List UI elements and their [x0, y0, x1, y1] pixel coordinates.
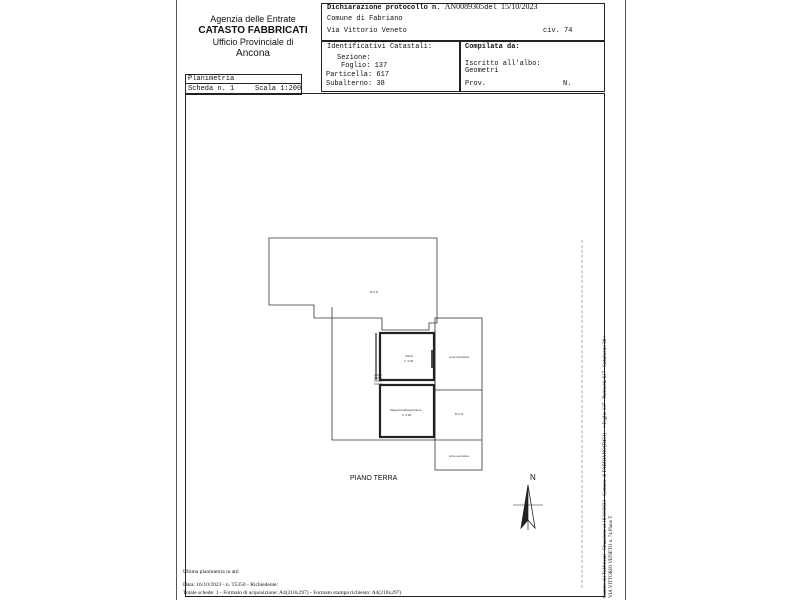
plan-outline-lower: [332, 307, 435, 440]
catasto-title: CATASTO FABBRICATI: [198, 25, 308, 36]
prov-label: Prov.: [465, 80, 487, 88]
floor-label: PIANO TERRA: [350, 475, 398, 482]
comune-label: Comune di Fabriano: [327, 15, 403, 23]
room-corte-label: B.C.N.: [370, 290, 379, 294]
identifiers-title: Identificativi Catastali:: [327, 43, 433, 51]
address-via: Via Vittorio Veneto: [327, 27, 407, 35]
room-altra-1: corte esclusiva: [449, 355, 469, 359]
north-arrow: [513, 485, 543, 530]
side-stamp-line-2: VIA VITTORIO VENETO n. 74 Piano T: [609, 515, 614, 598]
office-city: Ancona: [236, 48, 270, 59]
subalterno-label: Subalterno:: [326, 80, 373, 88]
n-label: N.: [563, 80, 572, 88]
scala-label: Scala 1:200: [255, 85, 302, 93]
scheda-label: Scheda n. 1: [188, 85, 235, 93]
room-magazzino-height: h. 3,00: [402, 413, 412, 417]
footer-line-2: Data: 16/10/2023 - n. T5350 - Richiedente:: [183, 582, 279, 588]
room-ufficio-height: h. 3,00: [404, 359, 414, 363]
foglio-label: Foglio:: [341, 62, 371, 70]
room-bcn-2: B.C.N.: [455, 412, 464, 416]
particella-label: Particella:: [326, 71, 373, 79]
declaration-number: AN0089305: [444, 2, 485, 11]
floor-plan: [177, 0, 625, 600]
declaration-label: Dichiarazione protocollo n.: [327, 4, 441, 12]
particella-value: 617: [376, 71, 390, 79]
albo-value: Geometri: [465, 67, 499, 75]
sezione-label: Sezione:: [337, 54, 371, 62]
footer: [183, 568, 401, 597]
footer-line-3: Totale schede: 1 - Formato di acquisizione: A4(210x297) - Formato stampa richiesto: A4(210x297): [183, 590, 402, 596]
compiler-title: Compilata da:: [465, 43, 520, 51]
planimetria-label: Planimetria: [188, 75, 235, 83]
albo-label: Iscritto all'albo:: [465, 60, 541, 68]
office-label: Ufficio Provinciale di: [212, 37, 294, 47]
side-stamp-line-1: Catasto dei Fabbricati - Situazione al 16/10/2023 - Comune di FABRIANO(D451) - < Foglio 137 - Particella 617 - Subalterno 38 >: [603, 334, 608, 598]
footer-line-1: Ultima planimetria in atti: [183, 569, 239, 575]
north-label: N: [530, 473, 536, 482]
cadastral-sheet: [176, 0, 626, 600]
declaration-date-label: del: [484, 4, 497, 12]
address-civ: civ. 74: [543, 27, 573, 35]
agency-name: Agenzia delle Entrate: [210, 14, 296, 24]
side-stamp: [603, 238, 615, 598]
foglio-value: 137: [374, 62, 388, 70]
plan-outline-corte: [269, 238, 437, 330]
declaration-date: 15/10/2023: [501, 2, 538, 11]
room-magazzino-name: Magazzino/Esposizione: [390, 408, 422, 412]
subalterno-value: 38: [376, 80, 385, 88]
room-altra-2: corte esclusiva: [449, 454, 469, 458]
plan-right-strip: [435, 318, 482, 470]
room-ufficio-name: Ufficio: [405, 354, 414, 358]
